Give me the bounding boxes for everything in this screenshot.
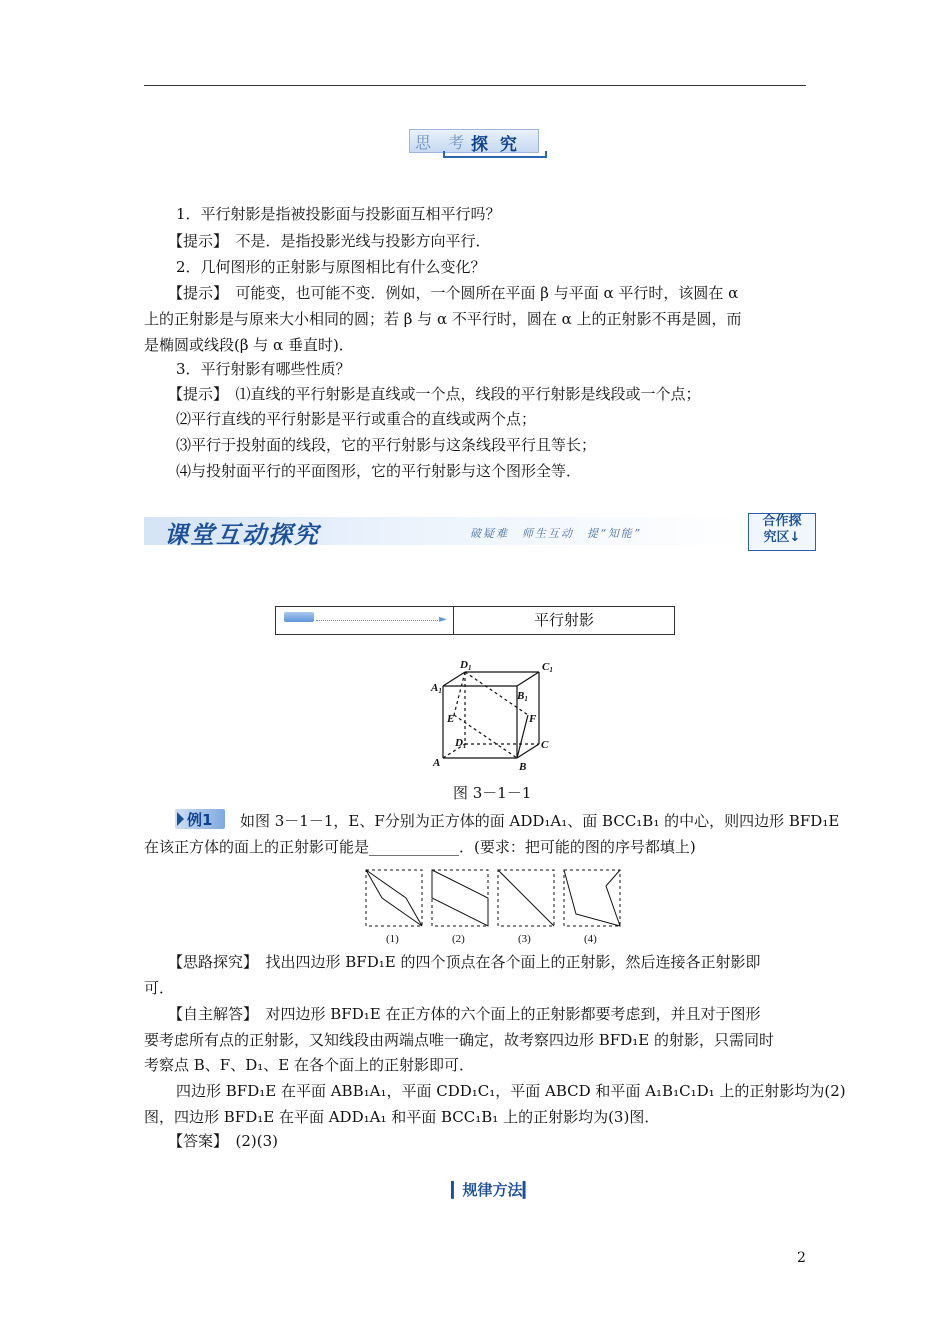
solution-line-5: 图，四边形 BFD₁E 在平面 ADD₁A₁ 和平面 BCC₁B₁ 上的正射影均为(3)图． — [144, 1108, 660, 1126]
choice-figures — [362, 866, 624, 948]
thinking-line-2: 可． — [144, 979, 175, 997]
cube-figure — [425, 658, 565, 776]
method-heading — [451, 1179, 534, 1200]
banner-explore-text: 探 究 — [471, 135, 520, 155]
topic-tag-icon — [284, 612, 314, 622]
badge-line-2: 究区↓ — [763, 530, 801, 545]
method-title: 规律方法 — [462, 1181, 523, 1199]
classroom-section-banner — [144, 513, 816, 551]
hint-3-line-2: ⑵平行直线的平行射影是平行或重合的直线或两个点； — [176, 410, 537, 428]
question-1: 1．平行射影是指被投影面与投影面互相平行吗？ — [176, 205, 501, 223]
example-tag — [175, 809, 225, 829]
choice-1-shape — [366, 870, 422, 926]
label-E: E — [447, 713, 455, 725]
label-A: A — [433, 757, 441, 769]
choice-2-frame — [432, 870, 488, 926]
think-explore-banner — [409, 127, 543, 157]
hint-1: 【提示】 不是．是指投影光线与投影方向平行． — [168, 232, 491, 250]
section-subtitle: 破疑难 师生互动 提“知能” — [470, 527, 642, 540]
label-B: B — [519, 761, 527, 773]
choice-label-1: (1) — [386, 933, 399, 945]
section-title: 课堂互动探究 — [164, 521, 320, 549]
example-line-2: 在该正方体的面上的正射影可能是____________．(要求：把可能的图的序号都填上) — [144, 838, 696, 856]
cooperate-explore-badge[interactable] — [748, 513, 816, 551]
solution-line-2: 要考虑所有点的正射影，又知线段由两端点唯一确定，故考察四边形 BFD₁E 的射影，只需同时 — [144, 1031, 774, 1049]
choice-3-shape — [498, 870, 554, 926]
example-label: 例1 — [187, 811, 213, 829]
hint-2-line-3: 是椭圆或线段(β 与 α 垂直时)． — [144, 336, 354, 354]
question-3: 3．平行射影有哪些性质？ — [176, 360, 351, 378]
hint-2-line-1: 【提示】 可能变，也可能不变．例如，一个圆所在平面 β 与平面 α 平行时，该圆在 α — [168, 284, 739, 302]
solution-line-1: 【自主解答】 对四边形 BFD₁E 在正方体的六个面上的正射影都要考虑到，并且对于图形 — [168, 1005, 761, 1023]
solution-line-4: 四边形 BFD₁E 在平面 ABB₁A₁，平面 CDD₁C₁，平面 ABCD 和平面 A₁B₁C₁D₁ 上的正射影均为(2) — [176, 1082, 846, 1100]
figure-caption: 图 3－1－1 — [453, 784, 532, 802]
banner-think-text: 思 考 — [415, 133, 471, 152]
example-line-1: 如图 3－1－1，E、F分别为正方体的面 ADD₁A₁、面 BCC₁B₁ 的中心，则四边形 BFD₁E — [240, 812, 840, 830]
hint-3-line-3: ⑶平行于投射面的线段，它的平行射影与这条线段平行且等长； — [176, 436, 597, 454]
topic-box — [275, 606, 675, 635]
choice-4-shape — [564, 870, 620, 926]
label-C: C — [541, 739, 549, 751]
arrow-right-icon: ► — [439, 614, 447, 625]
thinking-line-1: 【思路探究】 找出四边形 BFD₁E 的四个顶点在各个面上的正射影，然后连接各正射影即 — [168, 953, 761, 971]
question-2: 2．几何图形的正射影与原图相比有什么变化？ — [176, 258, 486, 276]
label-C1: C1 — [542, 661, 553, 674]
method-bar-right: ▎ — [522, 1181, 535, 1199]
label-D1: D1 — [460, 659, 472, 672]
topic-dotted-line — [316, 620, 442, 621]
choice-label-3: (3) — [518, 933, 531, 945]
label-A1: A1 — [431, 682, 442, 695]
solution-line-3: 考察点 B、F、D₁、E 在各个面上的正射影即可． — [144, 1056, 474, 1074]
label-D: D1 — [455, 737, 467, 750]
hint-3-line-1: 【提示】 ⑴直线的平行射影是直线或一个点，线段的平行射影是线段或一个点； — [168, 385, 701, 403]
choice-label-2: (2) — [452, 933, 465, 945]
topic-tag-cell — [276, 607, 454, 634]
choice-2-shape — [432, 870, 488, 926]
topic-title: 平行射影 — [533, 611, 594, 629]
badge-line-1: 合作探 — [762, 514, 802, 529]
page-number: 2 — [797, 1250, 806, 1266]
choice-label-4: (4) — [584, 933, 597, 945]
label-B1: B1 — [517, 690, 528, 703]
top-rule — [144, 85, 806, 86]
choice-4-frame — [564, 870, 620, 926]
method-bar-left: ▎ — [451, 1181, 463, 1199]
choice-1-frame — [366, 870, 422, 926]
triangle-right-icon — [177, 812, 184, 826]
hint-2-line-2: 上的正射影是与原来大小相同的圆；若 β 与 α 不平行时，圆在 α 上的正射影不再是圆，而 — [144, 310, 742, 328]
label-F: F — [529, 713, 537, 725]
answer-line: 【答案】 (2)(3) — [168, 1132, 278, 1150]
hint-3-line-4: ⑷与投射面平行的平面图形，它的平行射影与这个图形全等． — [176, 462, 582, 480]
